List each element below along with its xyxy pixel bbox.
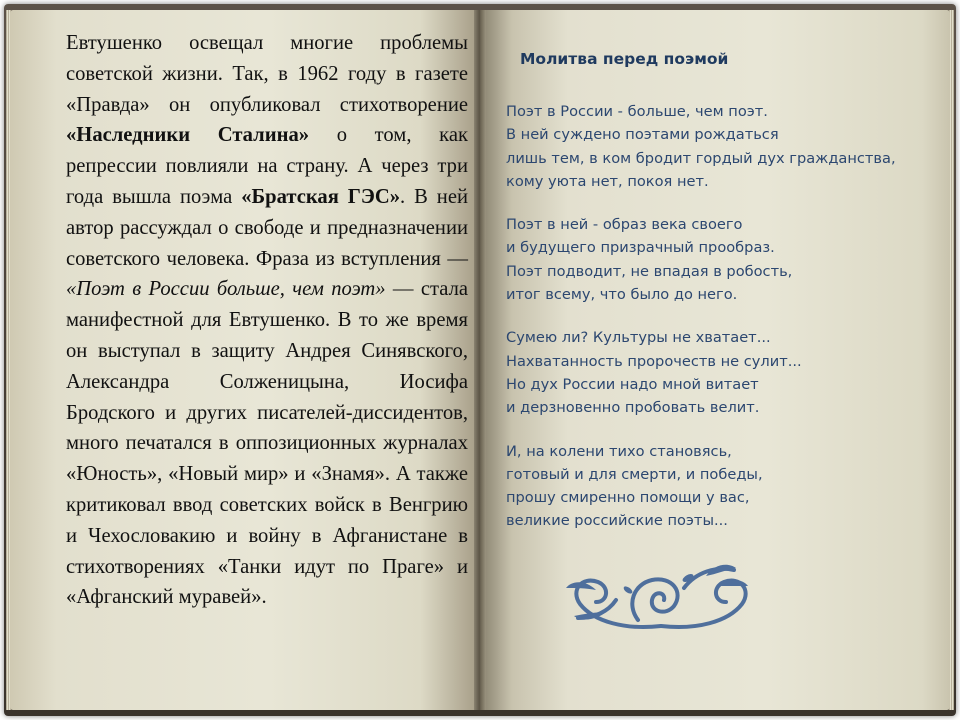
poem-line: Нахватанность пророчеств не сулит... [506,352,802,370]
article-text-1: Евтушенко освещал многие проблемы советской жизни. Так, в 1962 году в газете «Правда» он опубликовал стихотворение [66,32,468,116]
poem-line: и будущего призрачный прообраз. [506,239,775,257]
poem-line: Поэт подводит, не впадая в робость, [506,262,793,280]
poem-line: итог всему, что было до него. [506,286,738,304]
poem-line: кому уюта нет, покоя нет. [506,172,709,190]
article-text-2: о том, как репрессии повлияли на страну. А через три года вышла поэма [66,124,468,208]
article-text-3: . В ней автор рассуждал о свободе и предназначении советского человека. Фраза из вступления — [66,185,468,270]
poem-stanza-4 [506,440,926,533]
article-bold-title-1: «Наследники Сталина» [66,124,310,147]
poem-line: прошу смиренно помощи у вас, [506,489,750,507]
poem-line: лишь тем, в ком бродит гордый дух гражданства, [506,149,896,167]
poem-stanza-3 [506,326,926,419]
poem-line: Но дух России надо мной витает [506,375,759,393]
poem-line: готовый и для смерти, и победы, [506,465,763,483]
article-paragraph [66,28,468,613]
poem-line: Поэт в ней - образ века своего [506,216,743,234]
poem-line: Сумею ли? Культуры не хватает... [506,329,771,347]
poem-stanza-2 [506,213,926,306]
poem-stanza-1 [506,100,926,193]
article-bold-title-2: «Братская ГЭС» [241,185,401,208]
poem-line: В ней суждено поэтами рождаться [506,126,779,144]
article-italic-quote: «Поэт в России больше, чем поэт» [66,278,386,301]
poem [506,100,926,553]
poem-line: Поэт в России - больше, чем поэт. [506,103,768,120]
floral-swirl-ornament-icon [556,560,766,640]
book-spine [474,10,486,710]
poem-title: Молитва перед поэмой [520,50,729,68]
poem-line: великие российские поэты... [506,512,728,530]
article-text-4: — стала манифестной для Евтушенко. В то же время он выступал в защиту Андрея Синявского, Александра Солженицына, Иосифа Бродского и других писателей-диссидентов, много печатался в оппозиционных журналах «Юность», «Новый мир» и «Знамя». А также критиковал ввод советских войск в Венгрию и Чехословакию и войну в Афганистане в стихотворениях «Танки идут по Праге» и «Афганский муравей». [66,278,468,609]
poem-line: и дерзновенно пробовать велит. [506,399,760,417]
poem-line: И, на колени тихо становясь, [506,442,732,460]
